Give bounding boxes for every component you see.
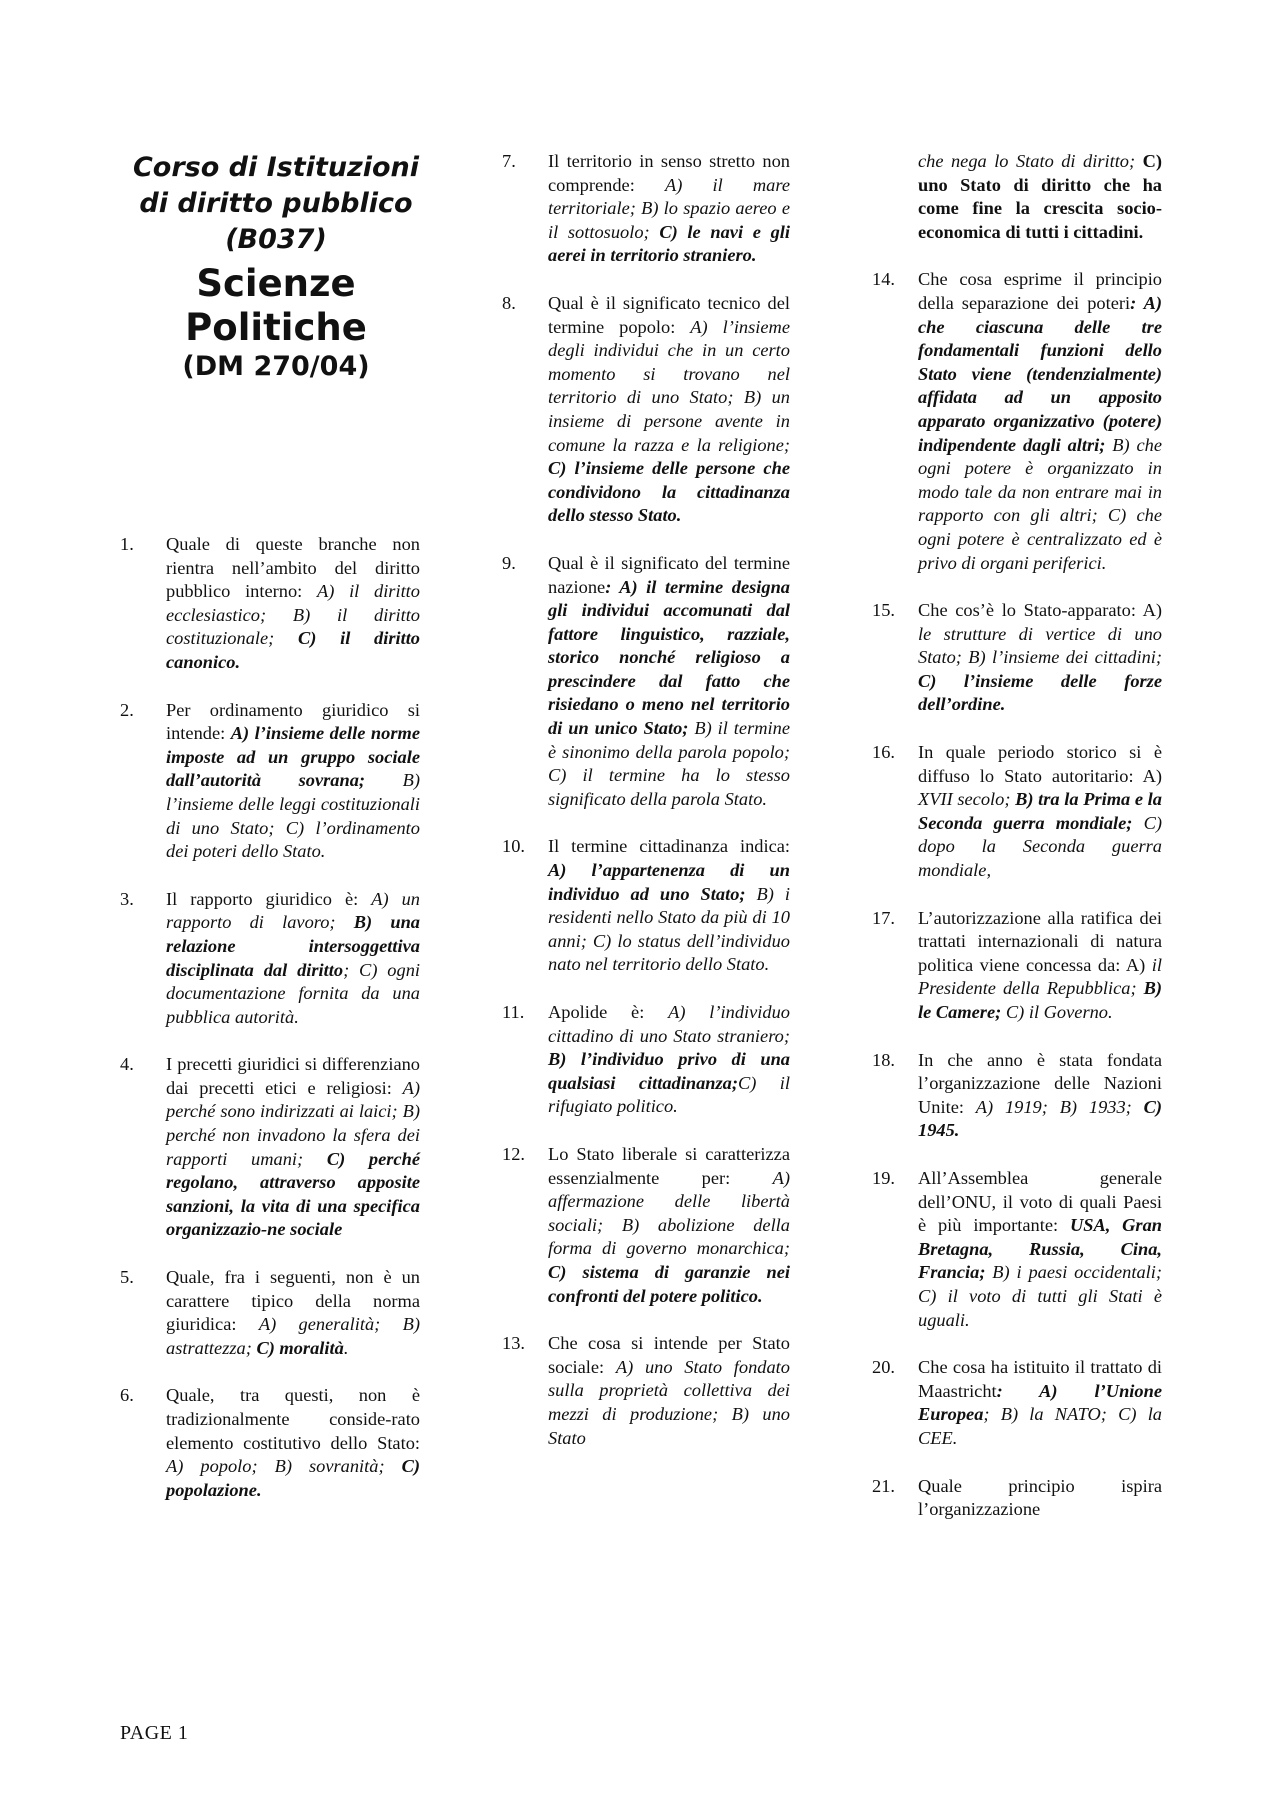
question-body: [548, 835, 790, 977]
answer-options: A) affermazione delle libertà sociali; B) abolizione della forma di governo monarchica;: [548, 1167, 790, 1259]
question-text: In che anno è stata fondata l’organizzazione delle Nazioni Unite:: [918, 1049, 1162, 1117]
answer-options: A) perché sono indirizzati ai laici; B) perché non invadono la sfera dei rapporti umani;: [166, 1077, 420, 1169]
question-item: [120, 1266, 420, 1360]
column-1: [120, 150, 420, 1526]
question-text: Quale principio ispira l’organizzazione: [918, 1475, 1162, 1520]
question-number: 2.: [120, 699, 134, 720]
question-number: 4.: [120, 1054, 134, 1075]
question-body: [548, 552, 790, 812]
answer-text-correct: : A) l’Unione Europea: [918, 1380, 1162, 1425]
question-text: Apolide è:: [548, 1002, 669, 1022]
question-body: [918, 1167, 1162, 1332]
question-body: [918, 599, 1162, 717]
question-number: 19.: [872, 1167, 895, 1188]
question-list-col3: [872, 268, 1162, 1521]
answer-text-correct: : A) il termine designa gli individui accomunati dal fattore linguistico, razziale, storico nonché religioso a prescindere dal fatto che risiedano o meno nel territorio di un unico Stato;: [548, 576, 790, 739]
answer-options: A) 1919; B) 1933;: [975, 1096, 1144, 1117]
question-body: [166, 533, 420, 675]
question-item: [502, 1332, 790, 1450]
question-item: [502, 835, 790, 977]
question-text: I precetti giuridici si differenziano dai precetti etici e religiosi:: [166, 1054, 420, 1098]
answer-text-correct: C) popolazione.: [166, 1456, 420, 1500]
question-item: [502, 150, 790, 268]
answer-options: ; C) ogni documentazione fornita da una pubblica autorità.: [166, 959, 420, 1027]
question-item: [872, 1167, 1162, 1332]
question-body: [166, 699, 420, 864]
answer-options: B) che ogni potere è organizzato in modo tale da non entrare mai in rapporto con gli altri; C) che ogni potere è centralizzato ed è privo di organi periferici.: [918, 434, 1162, 573]
answer-options: A) un rapporto di lavoro;: [166, 888, 420, 933]
answer-text-correct: B) l’individuo privo di una qualsiasi cittadinanza;: [548, 1049, 790, 1093]
question-text: Quale, tra questi, non è tradizionalmente conside-rato elemento costitutivo dello Stato:: [166, 1385, 420, 1453]
question-number: 5.: [120, 1267, 134, 1288]
answer-text-correct: C) 1945.: [918, 1096, 1162, 1141]
answer-text-correct: B) tra la Prima e la Seconda guerra mondiale;: [918, 789, 1162, 833]
course-header: [132, 150, 420, 383]
question-text: Il rapporto giuridico è:: [166, 888, 372, 909]
question-text: Che cosa esprime il principio della separazione dei poteri: [918, 269, 1162, 313]
answer-options: A) generalità; B) astrattezza;: [166, 1314, 420, 1358]
answer-text-correct: C) l’insieme delle persone che condividono la cittadinanza dello stesso Stato.: [548, 458, 790, 526]
answer-text-correct: A) l’insieme delle norme imposte ad un gruppo sociale dall’autorità sovrana;: [166, 723, 420, 791]
question-item: [872, 1356, 1162, 1450]
question-item: [120, 533, 420, 675]
question-list-col2: [502, 150, 790, 1450]
answer-options: A) uno Stato fondato sulla proprietà collettiva dei mezzi di produzione; B) uno Stato: [548, 1356, 790, 1448]
answer-options: il Presidente della Repubblica;: [918, 954, 1162, 999]
question-text: Che cos’è lo Stato-apparato: A): [918, 600, 1162, 621]
question-number: 18.: [872, 1049, 895, 1070]
question-body: [918, 1475, 1162, 1522]
answer-text-correct: A) l’appartenenza di un individuo ad uno Stato;: [548, 860, 790, 904]
answer-options: B) l’insieme delle leggi costituzionali di uno Stato; C) l’ordinamento dei poteri dello Stato.: [166, 770, 420, 862]
answer-text-correct: : A) che ciascuna delle tre fondamentali funzioni dello Stato viene (tendenzialmente) affidata ad un apposito apparato organizzativo (potere) indipendente dagli altri;: [918, 292, 1162, 455]
answer-text-correct: C) l’insieme delle forze dell’ordine.: [918, 670, 1162, 715]
correct-answer: [548, 1262, 790, 1306]
question-text: Qual è il significato del termine nazione: [548, 552, 790, 597]
question-text: Il termine cittadinanza indica:: [548, 836, 790, 857]
answer-text-correct: C) il diritto canonico.: [166, 628, 420, 672]
answer-text-correct: B) una relazione intersoggettiva disciplinata dal diritto: [166, 912, 420, 980]
answer-text-correct: B) le Camere;: [918, 978, 1162, 1022]
question-number: 11.: [502, 1002, 525, 1022]
question-body: [166, 1053, 420, 1242]
answer-options: B) i paesi occidentali; C) il voto di tutti gli Stati è uguali.: [918, 1262, 1162, 1330]
question-item: [502, 292, 790, 528]
question-item: [120, 888, 420, 1030]
question-number: 7.: [502, 151, 516, 171]
correct-answer: [548, 577, 790, 739]
question-body: [548, 1001, 790, 1119]
course-title: Corso di Istituzioni di diritto pubblico (B037): [132, 152, 420, 255]
question-body: [166, 1266, 420, 1360]
answer-options: A) popolo; B) sovranità;: [166, 1456, 402, 1477]
question-text: In quale periodo storico si è diffuso lo Stato autoritario: A): [918, 742, 1162, 786]
question-body: [918, 1049, 1162, 1143]
answer-options: A) il diritto ecclesiastico; B) il diritto costituzionale;: [166, 581, 420, 649]
correct-answer: [918, 671, 1162, 715]
question-body: [918, 1356, 1162, 1450]
column-3: [872, 150, 1162, 1546]
question-item: [502, 1143, 790, 1308]
question-number: 13.: [502, 1333, 525, 1354]
answer-options: C) il Governo.: [1001, 1002, 1113, 1022]
question-item: [872, 1475, 1162, 1522]
question-body: [548, 1143, 790, 1308]
question-number: 3.: [120, 888, 134, 909]
question-number: 17.: [872, 907, 895, 928]
correct-answer: [256, 1338, 343, 1358]
question-body: [918, 741, 1162, 883]
question-body: [166, 1384, 420, 1502]
question-number: 1.: [120, 534, 134, 554]
question-item: [120, 699, 420, 864]
question-number: 16.: [872, 742, 895, 763]
question-number: 9.: [502, 552, 516, 573]
question-number: 10.: [502, 836, 525, 857]
question-text: Il territorio in senso stretto non comprende:: [548, 151, 790, 195]
answer-options: A) l’individuo cittadino di uno Stato straniero;: [548, 1002, 790, 1046]
answer-options: B) il termine è sinonimo della parola popolo; C) il termine ha lo stesso significato della parola Stato.: [548, 718, 790, 809]
question-body: [918, 268, 1162, 575]
answer-options: ; B) la NATO; C) la CEE.: [918, 1404, 1162, 1448]
question-text: Per ordinamento giuridico si intende:: [166, 699, 420, 744]
question-text: Lo Stato liberale si caratterizza essenzialmente per:: [548, 1143, 790, 1188]
question-body: [548, 150, 790, 268]
question-number: 6.: [120, 1385, 134, 1406]
answer-text-correct: C) le navi e gli aerei in territorio straniero.: [548, 221, 790, 266]
question-number: 15.: [872, 600, 895, 621]
question-number: 20.: [872, 1357, 895, 1378]
question-item: [502, 1001, 790, 1119]
decree-code: (DM 270/04): [182, 351, 370, 382]
question-item: [872, 1049, 1162, 1143]
question-text: Quale di queste branche non rientra nell’ambito del diritto pubblico interno:: [166, 534, 420, 602]
answer-text-correct: C) perché regolano, attraverso apposite sanzioni, la vita di una specifica organizzazio-ne sociale: [166, 1148, 420, 1240]
correct-answer: [548, 458, 790, 525]
question-item: [872, 907, 1162, 1025]
question-item: [120, 1384, 420, 1502]
answer-text-correct: C) moralità: [256, 1337, 344, 1358]
answer-options: C) dopo la Seconda guerra mondiale,: [918, 812, 1162, 881]
question-item: [120, 1053, 420, 1242]
question-number: 14.: [872, 269, 895, 290]
question-item: [872, 268, 1162, 575]
answer-options: C) il rifugiato politico.: [548, 1072, 790, 1117]
question-text: Che cosa ha istituito il trattato di Maastricht: [918, 1357, 1162, 1401]
answer-options: .: [343, 1337, 349, 1358]
answer-text-correct: USA, Gran Bretagna, Russia, Cina, Francia;: [918, 1215, 1163, 1283]
correct-answer: [918, 293, 1162, 455]
answer-text-correct: C) sistema di garanzie nei confronti del potere politico.: [548, 1261, 790, 1306]
question-item: [872, 599, 1162, 717]
question-number: 8.: [502, 292, 516, 313]
question-text: Che cosa si intende per Stato sociale:: [548, 1333, 790, 1377]
question-number: 21.: [872, 1475, 895, 1496]
question-body: [548, 292, 790, 528]
question-text: Quale, fra i seguenti, non è un carattere tipico della norma giuridica:: [166, 1267, 420, 1335]
question-text: Qual è il significato tecnico del termine popolo:: [548, 292, 790, 337]
question-body: [166, 888, 420, 1030]
correct-answer: C) uno Stato di diritto che ha come fine la crescita socio-economica di tutti i cittadini.: [918, 151, 1162, 242]
answer-options: A) il mare territoriale; B) lo spazio aereo e il sottosuolo;: [548, 174, 791, 242]
answer-options: le strutture di vertice di uno Stato; B) l’insieme dei cittadini;: [918, 623, 1162, 668]
question-number: 12.: [502, 1143, 525, 1164]
answer-options: che nega lo Stato di diritto;: [918, 151, 1143, 171]
question-list-col1: [120, 533, 420, 1502]
page-footer: PAGE 1: [120, 1722, 189, 1744]
faculty-title: Scienze Politiche: [185, 262, 367, 349]
answer-options: A) l’insieme degli individui che in un certo momento si trovano nel territorio di uno Stato; B) un insieme di persone avente in comune la razza e la religione;: [548, 316, 791, 455]
question-13-continued: [872, 150, 1162, 244]
question-text: L’autorizzazione alla ratifica dei trattati internazionali di natura politica viene concessa da: A): [918, 907, 1162, 975]
question-body: [548, 1332, 790, 1450]
question-item: [872, 741, 1162, 883]
question-text: All’Assemblea generale dell’ONU, il voto di quali Paesi è più importante:: [918, 1167, 1162, 1236]
question-item: [502, 552, 790, 812]
column-2: [502, 150, 790, 1474]
question-body: [918, 907, 1162, 1025]
answer-options: XVII secolo;: [918, 789, 1016, 810]
answer-options: B) i residenti nello Stato da più di 10 anni; C) lo status dell’individuo nato nel territorio dello Stato.: [548, 883, 790, 975]
